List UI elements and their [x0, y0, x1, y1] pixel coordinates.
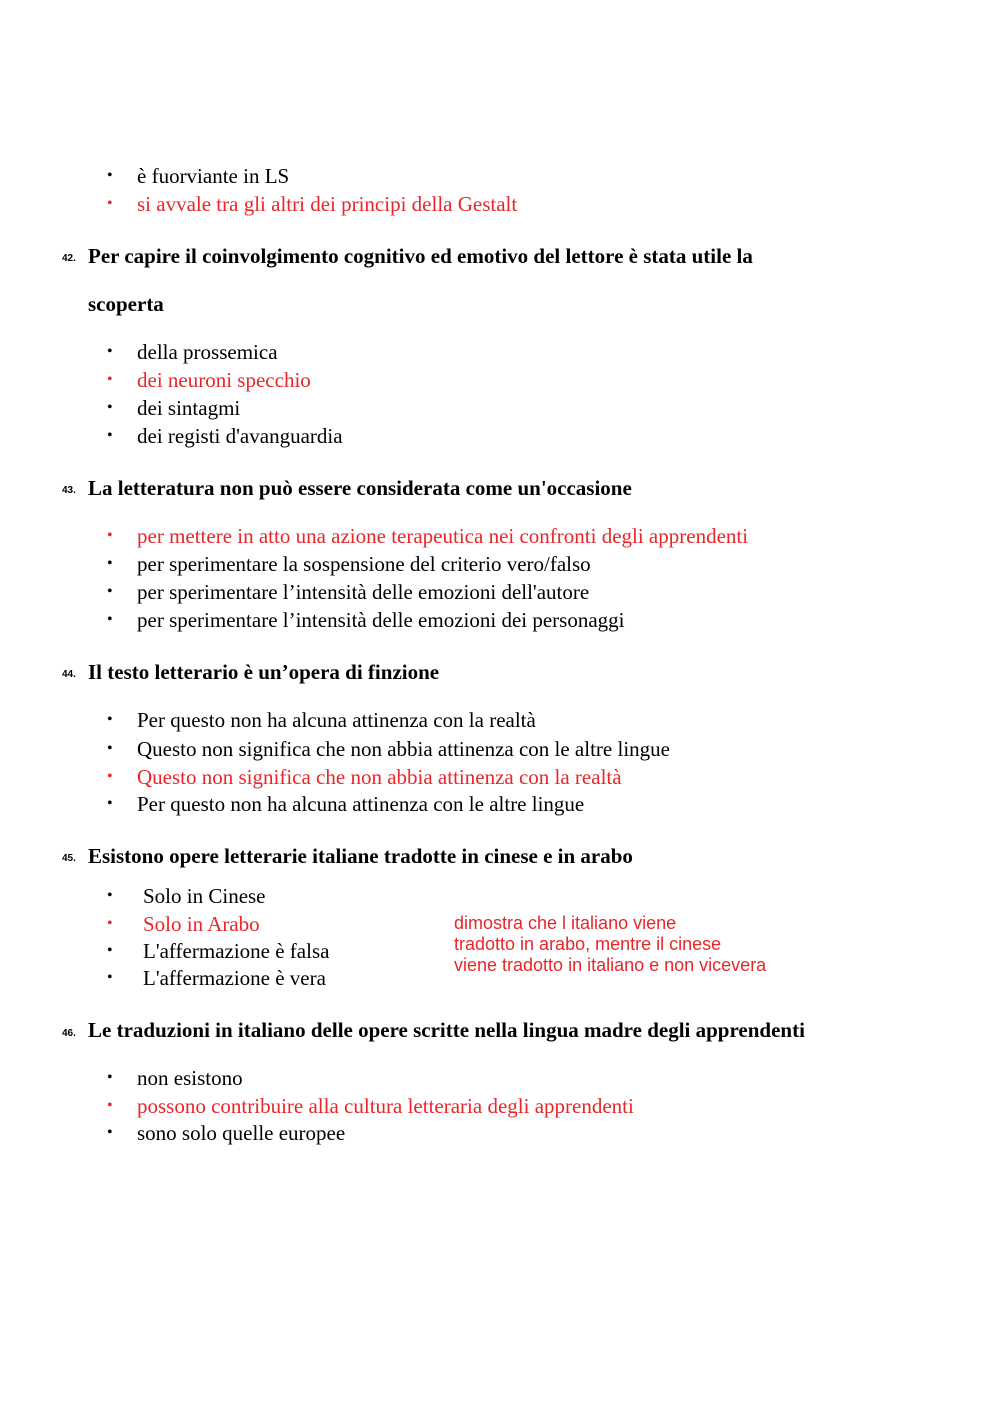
annotation-note: [454, 913, 834, 976]
list-item: • per sperimentare l’intensità delle emozioni dei personaggi: [137, 606, 625, 634]
note-line: viene tradotto in italiano e non vicevera: [454, 955, 767, 975]
question-number: 44.: [62, 669, 76, 680]
question-text-line1: Per capire il coinvolgimento cognitivo ed emotivo del lettore è stata utile la: [88, 244, 753, 268]
question-text: Esistono opere letterarie italiane tradotte in cinese e in arabo: [88, 844, 633, 868]
list-item-correct: • si avvale tra gli altri dei principi della Gestalt: [137, 190, 517, 218]
question-number: 45.: [62, 853, 76, 864]
question-text: La letteratura non può essere considerata come un'occasione: [88, 476, 632, 500]
list-item-correct: • Solo in Arabo: [143, 910, 260, 938]
list-item: • L'affermazione è falsa: [143, 937, 329, 965]
note-line: dimostra che l italiano viene: [454, 913, 677, 933]
list-item: • Questo non significa che non abbia attinenza con le altre lingue: [137, 735, 670, 763]
list-item-correct: • possono contribuire alla cultura letteraria degli apprendenti: [137, 1092, 634, 1120]
question-text-line2: scoperta: [88, 292, 164, 316]
question-number: 42.: [62, 253, 76, 264]
list-item: • per sperimentare l’intensità delle emozioni dell'autore: [137, 578, 589, 606]
list-item: • Per questo non ha alcuna attinenza con le altre lingue: [137, 790, 584, 818]
list-item: • non esistono: [137, 1064, 243, 1092]
list-item: • della prossemica: [137, 338, 278, 366]
note-line: tradotto in arabo, mentre il cinese: [454, 934, 722, 954]
question-text: Le traduzioni in italiano delle opere scritte nella lingua madre degli apprendenti: [88, 1018, 805, 1042]
list-item-correct: • dei neuroni specchio: [137, 366, 311, 394]
list-item: • dei sintagmi: [137, 394, 240, 422]
list-item: • L'affermazione è vera: [143, 964, 326, 992]
list-item: • Solo in Cinese: [143, 882, 266, 910]
list-item: • per sperimentare la sospensione del criterio vero/falso: [137, 550, 591, 578]
list-item: • dei registi d'avanguardia: [137, 422, 343, 450]
list-item: • è fuorviante in LS: [137, 162, 289, 190]
list-item: • sono solo quelle europee: [137, 1119, 345, 1147]
list-item-correct: • per mettere in atto una azione terapeutica nei confronti degli apprendenti: [137, 522, 748, 550]
question-text: Il testo letterario è un’opera di finzione: [88, 660, 440, 684]
question-number: 43.: [62, 485, 76, 496]
list-item-correct: • Questo non significa che non abbia attinenza con la realtà: [137, 763, 622, 791]
list-item: • Per questo non ha alcuna attinenza con la realtà: [137, 706, 536, 734]
question-number: 46.: [62, 1028, 76, 1039]
